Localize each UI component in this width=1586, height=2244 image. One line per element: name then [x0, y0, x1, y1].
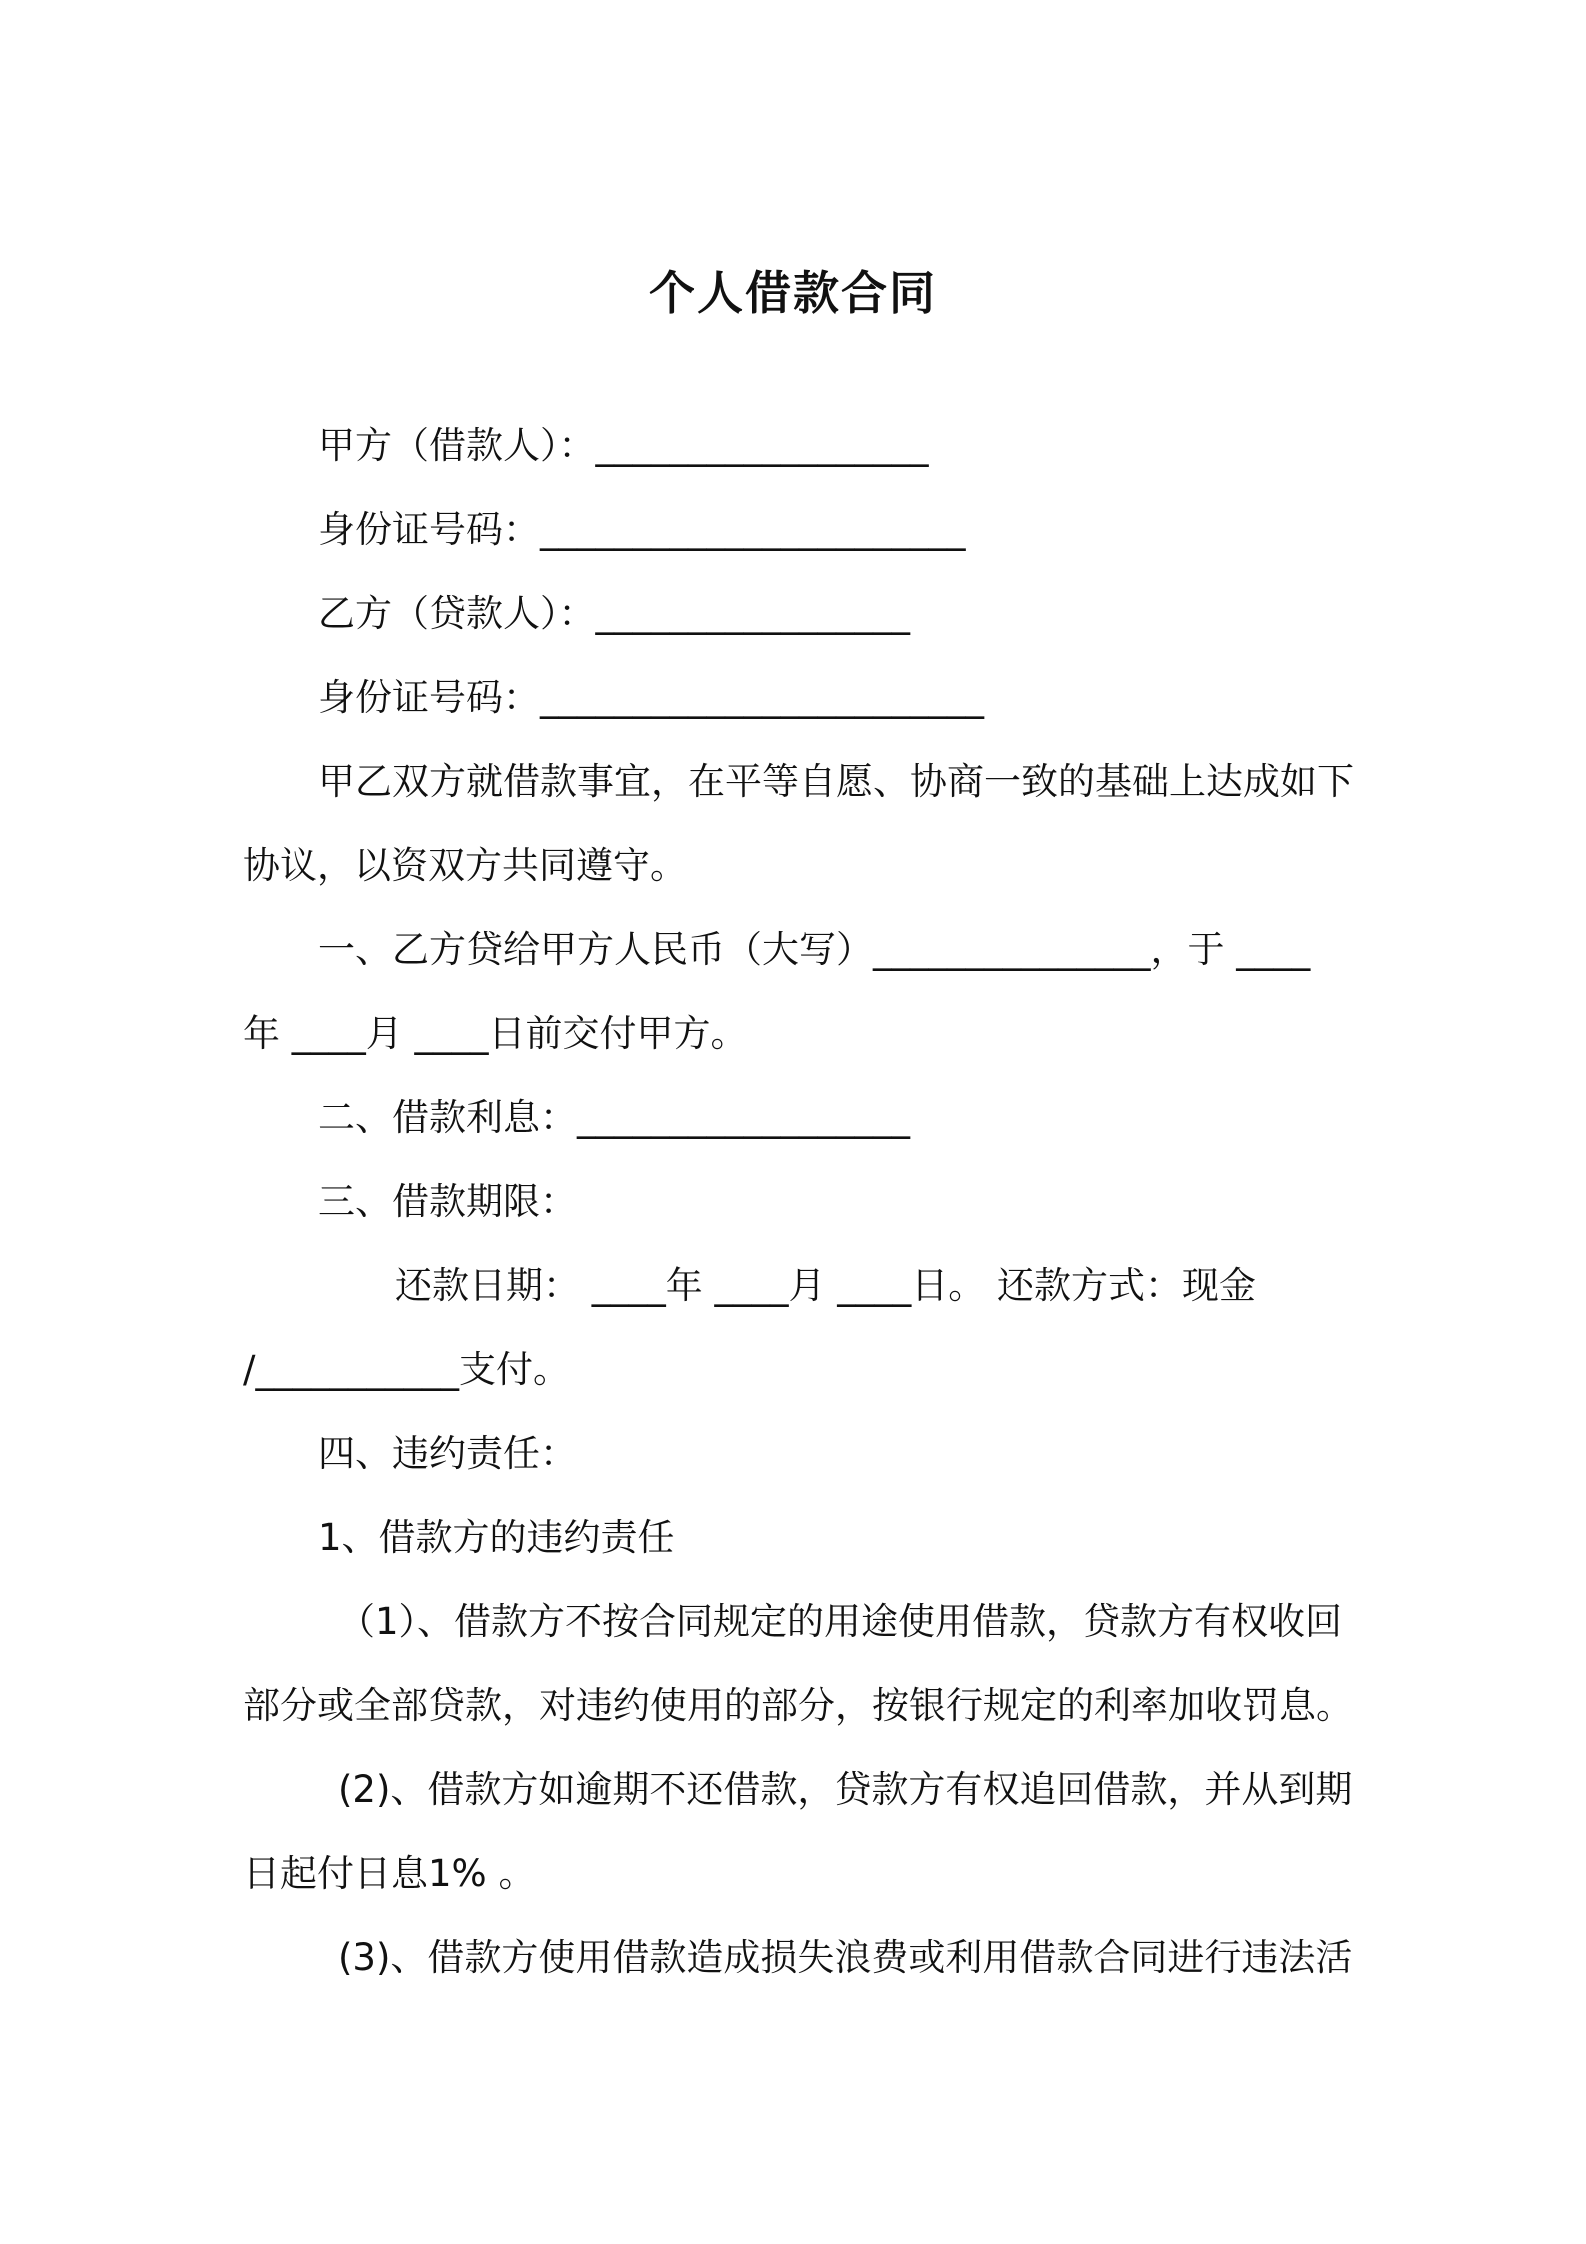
repayment-line-2: /___________支付。 — [243, 1348, 570, 1391]
item-1-line-2: 部分或全部贷款，对违约使用的部分，按银行规定的利率加收罚息。 — [243, 1684, 1353, 1727]
party-a-field: 甲方（借款人）：__________________ — [318, 424, 929, 467]
party-b-field: 乙方（贷款人）：_________________ — [318, 592, 910, 635]
repayment-line-1: 还款日期： ____年 ____月 ____日。 还款方式：现金 — [395, 1264, 1257, 1307]
intro-line-2: 协议，以资双方共同遵守。 — [243, 844, 687, 887]
clause-1-line-2: 年 ____月 ____日前交付甲方。 — [243, 1012, 748, 1055]
clause-3-term: 三、借款期限： — [318, 1180, 577, 1223]
party-b-id-field: 身份证号码：________________________ — [318, 676, 984, 719]
item-2-line-1: (2)、借款方如逾期不还借款，贷款方有权追回借款，并从到期 — [338, 1768, 1353, 1811]
item-3-line-1: (3)、借款方使用借款造成损失浪费或利用借款合同进行违法活 — [338, 1936, 1353, 1979]
sub-clause-1-heading: 1、借款方的违约责任 — [318, 1516, 675, 1559]
clause-1-line-1: 一、乙方贷给甲方人民币（大写）_______________，于 ____ — [318, 928, 1311, 971]
item-1-line-1: （1）、借款方不按合同规定的用途使用借款，贷款方有权收回 — [338, 1600, 1343, 1643]
item-2-line-2: 日起付日息1% 。 — [243, 1852, 536, 1895]
document-title: 个人借款合同 — [649, 266, 937, 320]
clause-4-liability: 四、违约责任： — [318, 1432, 577, 1475]
clause-2-interest: 二、借款利息：__________________ — [318, 1096, 910, 1139]
intro-line-1: 甲乙双方就借款事宜，在平等自愿、协商一致的基础上达成如下 — [318, 760, 1354, 803]
party-a-id-field: 身份证号码：_______________________ — [318, 508, 966, 551]
